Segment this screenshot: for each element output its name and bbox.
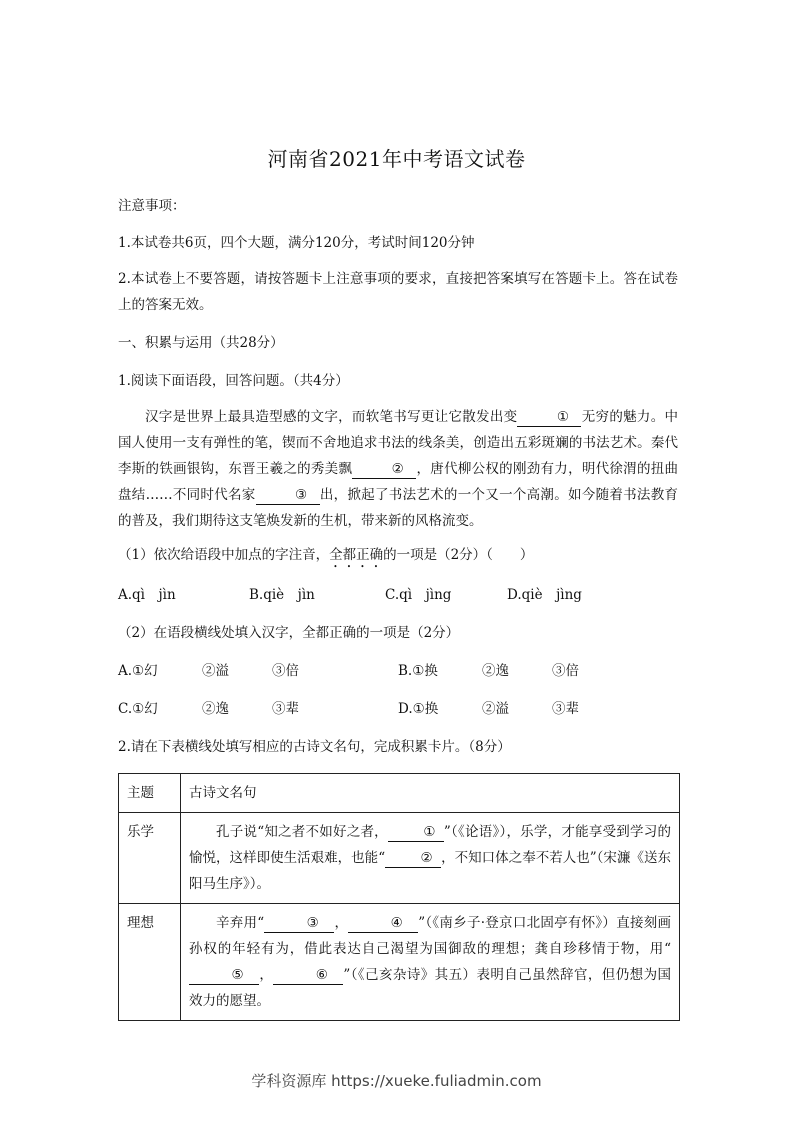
sub-question-2: （2）在语段横线处填入汉字，全都正确的一项是（2分） [118,625,460,641]
quote-text [189,819,671,897]
answer-blank: ④ [348,914,418,933]
option-part: ③辈 [552,701,579,717]
theme-cell: 理想 [119,904,181,1021]
option-part: ②溢 [202,663,229,679]
answer-blank: ③ [264,914,334,933]
text-run: ， [259,967,274,983]
passage-text: ，唐代柳公权的刚劲有力，明代徐渭的扭曲盘结……不同时代名家 [118,461,679,503]
option-b [398,661,579,681]
sub-question-text: 的一项是（2分）（ ） [383,547,534,563]
text-run: ”（《论语》），乐学，才能享受到学习的愉悦，这样即使生活艰难，也能“ [189,824,671,866]
option-c: C.qì jìng [385,587,452,603]
option-part: A.①幻 [118,663,158,679]
option-part: ③倍 [552,663,579,679]
text-run: ， [334,915,349,931]
option-part: ③倍 [272,663,299,679]
quote-cell [181,813,680,904]
answer-blank: ⑥ [273,966,343,985]
question-2-prompt: 2.请在下表横线处填写相应的古诗文名句，完成积累卡片。（8分） [118,739,511,755]
option-part: ②溢 [482,701,509,717]
option-c [118,699,299,719]
header-cell: 古诗文名句 [181,774,680,813]
answer-blank: ③ [256,486,320,505]
table-row [119,813,680,904]
text-run: ，不知口体之奉不若人也”（宋濂《送东阳马生序》）。 [189,850,671,892]
table-row [119,904,680,1021]
answer-blank: ① [517,408,581,427]
answer-blank: ② [385,849,441,868]
reading-passage [118,404,678,534]
header-cell: 主题 [119,774,181,813]
passage-text: 无穷的魅力。中国人使用一支有弹性的笔，锲而不舍地追求书法的线条美，创造出五彩斑斓的书法艺术。秦代李斯的铁画银钩，东晋王羲之的秀美飘 [118,409,679,477]
text-run: 辛弃用“ [216,915,265,931]
table-header-row [119,774,680,813]
quote-cell [181,904,680,1021]
option-d [398,699,579,719]
text-run: 孔子说“知之者不如好之者， [216,824,388,840]
answer-blank: ① [388,823,444,842]
footer-watermark: 学科资源库 https://xueke.fuliadmin.com [251,1072,542,1090]
notice-heading: 注意事项： [118,198,186,214]
option-part: C.①幻 [118,701,158,717]
option-part: ②逸 [482,663,509,679]
page-title: 河南省2021年中考语文试卷 [267,147,526,171]
quote-text [189,910,671,1014]
notice-item-2: 2.本试卷上不要答题，请按答题卡上注意事项的要求，直接把答案填写在答题卡上。答在试卷上的答案无效。 [118,271,678,313]
sub-question-1 [118,545,533,571]
knowledge-card-table [118,773,680,1021]
option-b: B.qiè jìn [249,587,315,603]
text-run: ”（《己亥杂诗》其五）表明自己虽然辞官，但仍想为国效力的愿望。 [189,967,672,1009]
theme-cell: 乐学 [119,813,181,904]
passage-text: 汉字是世界上最具造型感的文字，而软笔书写更让它散发出变 [145,409,518,425]
sub-question-text: （1）依次给语段中加点的字注音， [118,547,330,563]
passage-text: 出，掀起了书法艺术的一个又一个高潮。如今随着书法教育的普及，我们期待这支笔焕发新的生机，带来新的风格流变。 [118,487,679,529]
notice-item-1: 1.本试卷共6页，四个大题，满分120分，考试时间120分钟 [118,235,475,251]
option-part: ③辈 [272,701,299,717]
dotted-emphasis: 全都正确 [329,547,384,563]
answer-blank: ⑤ [189,966,259,985]
option-d: D.qiè jìng [507,587,582,603]
option-part: D.①换 [398,701,439,717]
option-part: B.①换 [398,663,438,679]
option-a [118,661,299,681]
option-a: A.qì jìn [118,587,176,603]
answer-blank: ② [352,460,416,479]
text-run: ”（《南乡子·登京口北固亭有怀》）直接刻画孙权的年轻有为，借此表达自己渴望为国御敌的理想；龚自珍移情于物，用“ [189,915,671,957]
option-part: ②逸 [202,701,229,717]
section-heading: 一、积累与运用（共28分） [118,335,284,351]
question-1-prompt: 1.阅读下面语段，回答问题。（共4分） [118,373,349,389]
